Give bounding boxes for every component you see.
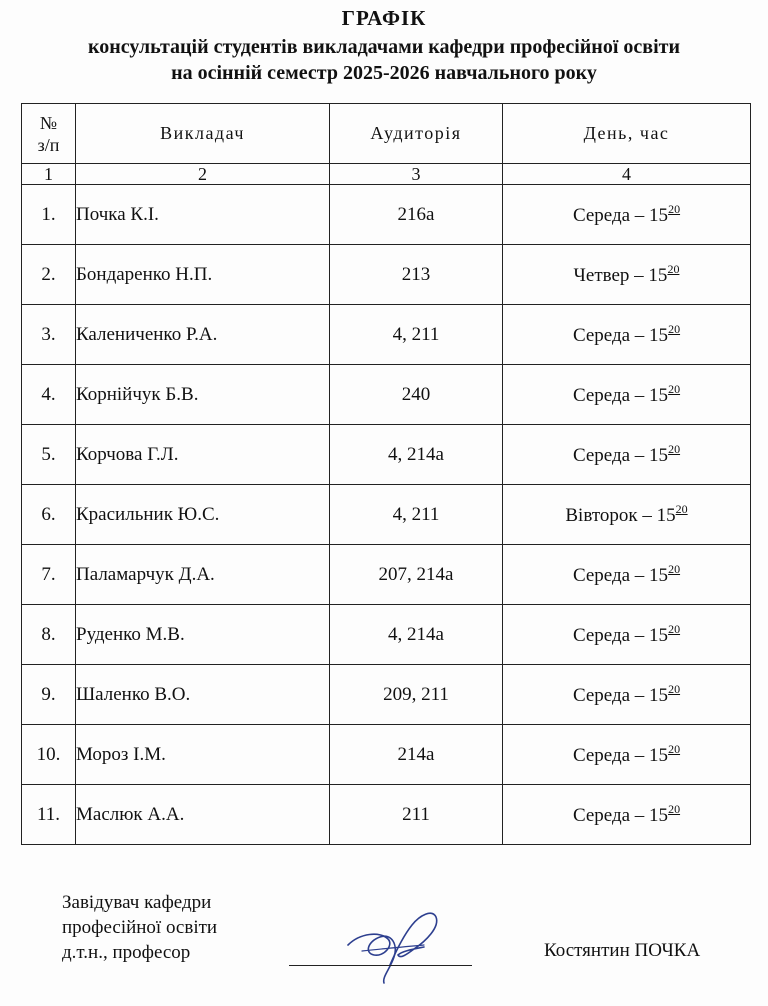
table-row bbox=[22, 365, 751, 425]
signatory-position-line2: професійної освіти bbox=[62, 917, 218, 938]
day-hour: Середа – 15 bbox=[572, 325, 669, 346]
row-number: 6. bbox=[22, 485, 76, 545]
day-hour: Середа – 15 bbox=[572, 625, 669, 646]
document-subtitle-line2: на осінній семестр 2025-2026 навчального року bbox=[171, 62, 597, 84]
header-number bbox=[22, 104, 76, 164]
day-hour: Середа – 15 bbox=[572, 805, 669, 826]
row-number: 5. bbox=[22, 425, 76, 485]
day-time bbox=[503, 605, 751, 665]
document-title: ГРАФІК bbox=[341, 6, 427, 30]
signatory-position-line1: Завідувач кафедри bbox=[62, 892, 212, 913]
header-teacher: Викладач bbox=[76, 104, 330, 164]
table-row bbox=[22, 425, 751, 485]
time-minutes: 20 bbox=[668, 442, 681, 456]
header-room: Аудиторія bbox=[330, 104, 503, 164]
room-number: 211 bbox=[330, 785, 503, 845]
table-row bbox=[22, 665, 751, 725]
room-number: 4, 214а bbox=[330, 425, 503, 485]
row-number: 11. bbox=[22, 785, 76, 845]
teacher-name: Шаленко В.О. bbox=[76, 665, 330, 725]
row-number: 3. bbox=[22, 305, 76, 365]
room-number: 209, 211 bbox=[330, 665, 503, 725]
header-day-time: День, час bbox=[503, 104, 751, 164]
teacher-name: Корнійчук Б.В. bbox=[76, 365, 330, 425]
day-hour: Вівторок – 15 bbox=[565, 505, 676, 526]
room-number: 216а bbox=[330, 185, 503, 245]
time-minutes: 20 bbox=[668, 202, 681, 216]
row-number: 9. bbox=[22, 665, 76, 725]
time-minutes: 20 bbox=[668, 802, 681, 816]
teacher-name: Корчова Г.Л. bbox=[76, 425, 330, 485]
teacher-name: Паламарчук Д.А. bbox=[76, 545, 330, 605]
table-row bbox=[22, 185, 751, 245]
column-index-cell: 2 bbox=[76, 164, 330, 185]
teacher-name: Руденко М.В. bbox=[76, 605, 330, 665]
room-number: 240 bbox=[330, 365, 503, 425]
column-index-cell: 1 bbox=[22, 164, 76, 185]
day-time bbox=[503, 185, 751, 245]
day-time bbox=[503, 485, 751, 545]
time-minutes: 20 bbox=[668, 322, 681, 336]
day-time bbox=[503, 665, 751, 725]
day-hour: Середа – 15 bbox=[572, 685, 669, 706]
teacher-name: Красильник Ю.С. bbox=[76, 485, 330, 545]
day-hour: Четвер – 15 bbox=[573, 265, 668, 286]
signature-stroke bbox=[348, 934, 395, 983]
table-header-row bbox=[22, 104, 751, 164]
signatory-position-line3: д.т.н., професор bbox=[62, 942, 191, 963]
table-row bbox=[22, 245, 751, 305]
day-time bbox=[503, 545, 751, 605]
consultation-schedule-table bbox=[21, 103, 751, 845]
signatory-name: Костянтин ПОЧКА bbox=[544, 940, 701, 961]
header-number-symbol: № bbox=[39, 112, 58, 133]
room-number: 4, 211 bbox=[330, 485, 503, 545]
day-hour: Середа – 15 bbox=[572, 745, 669, 766]
row-number: 10. bbox=[22, 725, 76, 785]
signature-line bbox=[289, 965, 472, 966]
teacher-name: Бондаренко Н.П. bbox=[76, 245, 330, 305]
time-minutes: 20 bbox=[675, 502, 688, 516]
room-number: 4, 214а bbox=[330, 605, 503, 665]
handwritten-signature bbox=[340, 905, 450, 990]
table-row bbox=[22, 725, 751, 785]
table-row bbox=[22, 785, 751, 845]
column-index-cell: 3 bbox=[330, 164, 503, 185]
table-body bbox=[22, 185, 751, 845]
time-minutes: 20 bbox=[668, 682, 681, 696]
time-minutes: 20 bbox=[667, 262, 680, 276]
time-minutes: 20 bbox=[668, 382, 681, 396]
signature-stroke bbox=[390, 913, 437, 965]
row-number: 7. bbox=[22, 545, 76, 605]
room-number: 214а bbox=[330, 725, 503, 785]
time-minutes: 20 bbox=[668, 622, 681, 636]
table-row bbox=[22, 485, 751, 545]
day-time bbox=[503, 245, 751, 305]
day-time bbox=[503, 365, 751, 425]
row-number: 2. bbox=[22, 245, 76, 305]
table-row bbox=[22, 305, 751, 365]
column-index-cell: 4 bbox=[503, 164, 751, 185]
row-number: 4. bbox=[22, 365, 76, 425]
day-time bbox=[503, 305, 751, 365]
row-number: 1. bbox=[22, 185, 76, 245]
table-row bbox=[22, 605, 751, 665]
teacher-name: Маслюк А.А. bbox=[76, 785, 330, 845]
time-minutes: 20 bbox=[668, 562, 681, 576]
header-number-abbrev: з/п bbox=[37, 134, 60, 155]
row-number: 8. bbox=[22, 605, 76, 665]
day-time bbox=[503, 785, 751, 845]
room-number: 213 bbox=[330, 245, 503, 305]
time-minutes: 20 bbox=[668, 742, 681, 756]
signatory-position bbox=[62, 890, 217, 965]
day-time bbox=[503, 725, 751, 785]
teacher-name: Почка К.І. bbox=[76, 185, 330, 245]
table-row bbox=[22, 545, 751, 605]
day-time bbox=[503, 425, 751, 485]
teacher-name: Мороз І.М. bbox=[76, 725, 330, 785]
day-hour: Середа – 15 bbox=[572, 445, 669, 466]
day-hour: Середа – 15 bbox=[572, 385, 669, 406]
day-hour: Середа – 15 bbox=[572, 565, 669, 586]
day-hour: Середа – 15 bbox=[572, 205, 669, 226]
room-number: 207, 214а bbox=[330, 545, 503, 605]
room-number: 4, 211 bbox=[330, 305, 503, 365]
teacher-name: Калениченко Р.А. bbox=[76, 305, 330, 365]
document-subtitle-line1: консультацій студентів викладачами кафедри професійної освіти bbox=[88, 36, 680, 58]
column-index-row bbox=[22, 164, 751, 185]
